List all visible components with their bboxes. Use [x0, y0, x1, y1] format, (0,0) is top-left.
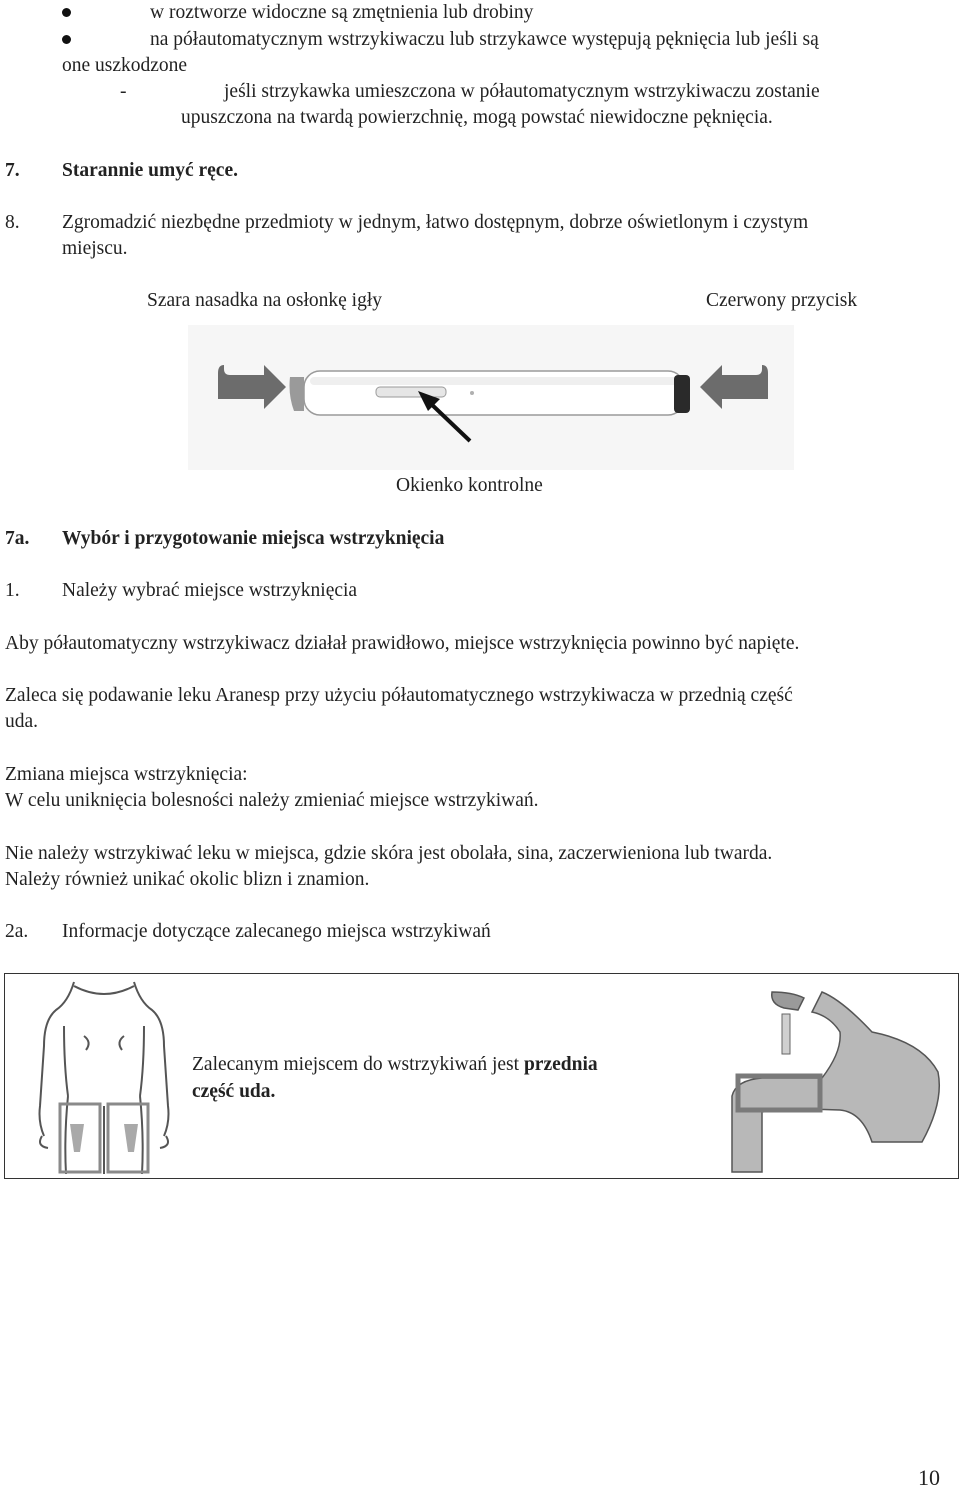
seated-person-illustration	[722, 992, 947, 1172]
paragraph-2-line-2: uda.	[5, 711, 39, 732]
dash-marker: -	[120, 81, 127, 102]
paragraph-1: Aby półautomatyczny wstrzykiwacz działał prawidłowo, miejsce wstrzyknięcia powinno być napięte.	[5, 633, 800, 654]
page-number: 10	[918, 1465, 940, 1490]
item-1-text: Należy wybrać miejsce wstrzyknięcia	[62, 580, 358, 601]
step-7-text: Starannie umyć ręce.	[62, 160, 238, 181]
bullet-icon	[62, 8, 71, 17]
injection-site-text-line-1	[192, 1052, 598, 1078]
injection-site-text-bold-1: przednia	[523, 1054, 598, 1075]
warning-bullet-2-line-1: na półautomatycznym wstrzykiwaczu lub strzykawce występują pęknięcia lub jeśli są	[150, 29, 819, 50]
front-body-illustration	[34, 976, 174, 1176]
step-8-line-1: Zgromadzić niezbędne przedmioty w jednym, łatwo dostępnym, dobrze oświetlonym i czystym	[62, 212, 809, 233]
paragraph-3-line-2: W celu uniknięcia bolesności należy zmieniać miejsce wstrzykiwań.	[5, 790, 539, 811]
warning-dash-line-2: upuszczona na twardą powierzchnię, mogą powstać niewidoczne pęknięcia.	[181, 107, 773, 128]
pen-cap-label: Szara nasadka na osłonkę igły	[147, 290, 383, 311]
step-8-line-2: miejscu.	[62, 238, 128, 259]
item-2a-number: 2a.	[5, 921, 29, 942]
item-2a-text: Informacje dotyczące zalecanego miejsca wstrzykiwań	[62, 921, 491, 942]
warning-bullet-1: w roztworze widoczne są zmętnienia lub drobiny	[150, 2, 534, 23]
paragraph-4-line-2: Należy również unikać okolic blizn i znamion.	[5, 869, 370, 890]
paragraph-2-line-1: Zaleca się podawanie leku Aranesp przy użyciu półautomatycznego wstrzykiwacza w przednią część	[5, 685, 793, 706]
paragraph-3-line-1: Zmiana miejsca wstrzyknięcia:	[5, 764, 248, 785]
pen-window-label: Okienko kontrolne	[396, 475, 543, 496]
injection-pen-illustration	[188, 325, 808, 475]
warning-bullet-2-line-2: one uszkodzone	[62, 55, 188, 76]
section-7a-number: 7a.	[5, 528, 30, 549]
bullet-icon	[62, 35, 71, 44]
step-8-number: 8.	[5, 212, 20, 233]
paragraph-4-line-1: Nie należy wstrzykiwać leku w miejsca, gdzie skóra jest obolała, sina, zaczerwieniona lub twarda.	[5, 843, 773, 864]
pen-button-label: Czerwony przycisk	[706, 290, 858, 311]
injection-site-text-normal: Zalecanym miejscem do wstrzykiwań jest	[192, 1054, 524, 1075]
step-7-number: 7.	[5, 160, 20, 181]
injection-site-text-line-2: część uda.	[192, 1081, 276, 1102]
warning-dash-line-1: jeśli strzykawka umieszczona w półautomatycznym wstrzykiwaczu zostanie	[224, 81, 820, 102]
item-1-number: 1.	[5, 580, 20, 601]
section-7a-title: Wybór i przygotowanie miejsca wstrzyknięcia	[62, 528, 445, 549]
